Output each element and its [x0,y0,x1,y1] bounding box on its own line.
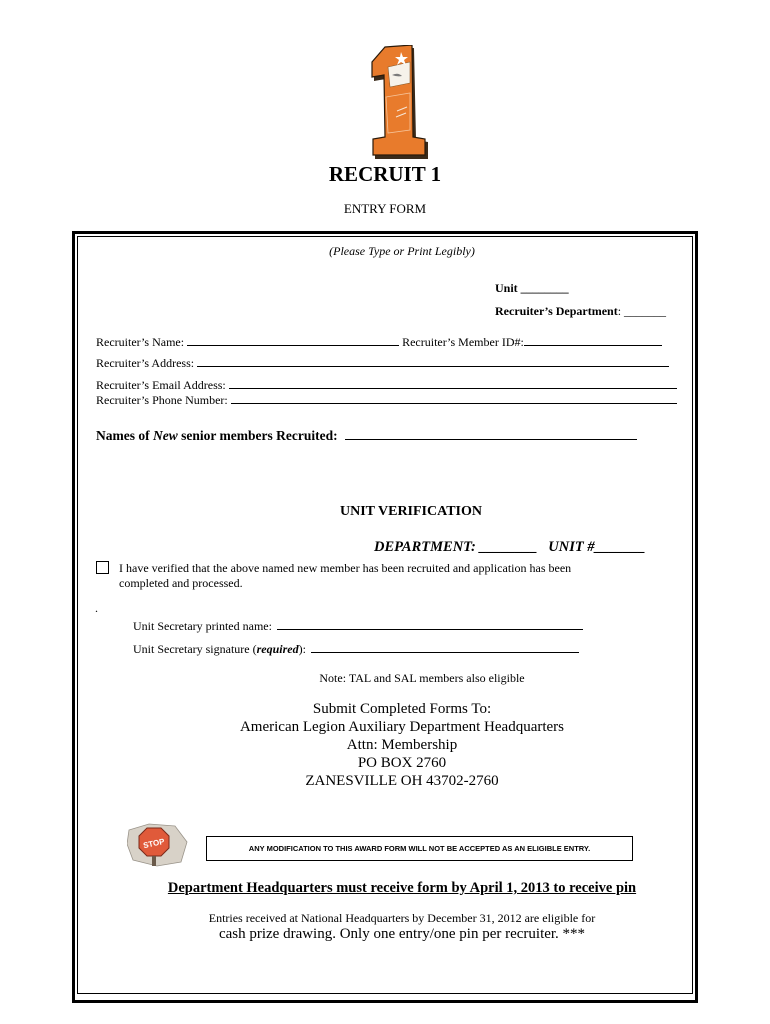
secretary-name-line[interactable] [277,618,583,630]
submit-line-3: Attn: Membership [346,737,458,753]
submit-line-1: Submit Completed Forms To: [312,701,492,717]
verification-department-label[interactable]: DEPARTMENT: ________ [374,539,538,555]
recruiter-email-row [96,377,677,393]
submit-line-5: ZANESVILLE OH 43702-2760 [305,773,499,789]
recruiter-department-field[interactable] [495,304,666,319]
unit-blank: ________ [520,281,569,295]
verification-statement [119,561,639,591]
new-members-label-suffix: senior members Recruited: [177,428,338,443]
page-subtitle: ENTRY FORM [343,201,427,216]
verification-checkbox[interactable] [96,561,109,574]
instruction-text: (Please Type or Print Legibly) [329,244,475,258]
recruiter-member-id-line[interactable] [524,334,662,346]
verification-unit-label[interactable]: UNIT #_______ [548,539,646,555]
unit-label: Unit [495,281,518,295]
recruiter-address-row [96,355,669,371]
recruiter-department-label: Recruiter’s Department [495,304,618,318]
recruiter-member-id-label: Recruiter’s Member ID#: [402,335,524,349]
warning-box [206,836,633,861]
recruit-one-logo [370,45,432,160]
recruiter-phone-line[interactable] [231,392,677,404]
warning-text: ANY MODIFICATION TO THIS AWARD FORM WILL NOT BE ACCEPTED AS AN ELIGIBLE ENTRY. [248,844,591,853]
submit-line-2: American Legion Auxiliary Department Headquarters [239,719,565,735]
recruiter-phone-row [96,392,677,408]
entries-note: Entries received at National Headquarters by December 31, 2012 are eligible for [208,911,596,925]
secretary-signature-prefix: Unit Secretary signature ( [133,642,257,656]
recruiter-phone-label: Recruiter’s Phone Number: [96,393,228,407]
new-members-label-new: New [153,428,178,443]
new-members-line[interactable] [345,428,637,440]
secretary-signature-suffix: ): [298,642,306,656]
eligibility-note: Note: TAL and SAL members also eligible [319,671,525,685]
stop-sign-text: STOP [142,836,166,851]
verification-statement-line1: I have verified that the above named new member has been recruited and application has been [119,561,572,575]
secretary-signature-line[interactable] [311,641,579,653]
stray-mark: . [95,601,98,615]
secretary-signature-required: required [256,642,299,656]
verification-department-unit [374,539,645,556]
submit-line-4: PO BOX 2760 [357,755,447,771]
recruiter-address-line[interactable] [197,355,669,367]
recruiter-department-blank: : _______ [617,304,667,318]
deadline-notice: Department Headquarters must receive form by April 1, 2013 to receive pin [167,880,637,896]
recruiter-name-line[interactable] [187,334,399,346]
stop-sign-icon [127,822,189,868]
new-members-row [96,428,637,444]
cash-prize-note: cash prize drawing. Only one entry/one pin per recruiter. *** [218,926,586,942]
recruiter-email-line[interactable] [229,377,677,389]
secretary-signature-row [133,641,579,657]
unit-field[interactable] [495,281,569,296]
secretary-name-label: Unit Secretary printed name: [133,619,272,633]
recruiter-name-row [96,334,662,350]
secretary-name-row [133,618,583,634]
recruiter-email-label: Recruiter’s Email Address: [96,378,226,392]
verification-statement-line2: completed and processed. [119,576,243,590]
page-title: RECRUIT 1 [328,162,442,186]
submit-address [0,700,770,790]
unit-verification-heading: UNIT VERIFICATION [340,504,482,519]
new-members-label-prefix: Names of [96,428,153,443]
recruiter-address-label: Recruiter’s Address: [96,356,195,370]
recruiter-name-label: Recruiter’s Name: [96,335,185,349]
